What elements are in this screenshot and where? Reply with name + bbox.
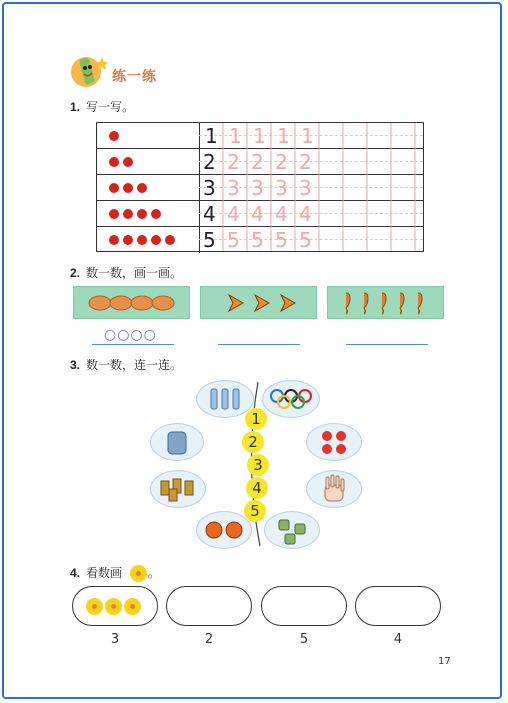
question-3 <box>70 356 182 373</box>
flowers-picture[interactable] <box>306 423 362 461</box>
bottle-icon <box>197 381 253 417</box>
red-flower-icon <box>307 424 361 460</box>
number-5[interactable]: 5 <box>244 500 266 522</box>
digit-trace: 2 <box>299 150 312 174</box>
olympic-rings-icon <box>263 381 319 417</box>
drawing-box-2[interactable] <box>166 586 252 626</box>
tracing-grid <box>96 122 424 252</box>
question-4-number: 4. <box>70 566 81 580</box>
fish-icon <box>201 287 316 318</box>
section-title: 练一练 <box>112 69 157 85</box>
fish-panel <box>200 286 317 319</box>
balls-picture[interactable] <box>196 511 252 549</box>
chairs-picture[interactable] <box>150 470 206 508</box>
drawing-box-3[interactable] <box>261 586 347 626</box>
shells-panel <box>73 286 190 319</box>
cups-picture[interactable] <box>264 511 320 549</box>
digit-sample: 4 <box>203 202 216 226</box>
flower-icon <box>86 598 103 615</box>
seahorse-panel <box>327 286 444 319</box>
flower-icon <box>124 598 141 615</box>
digit-trace: 1 <box>229 124 242 148</box>
cup-icon <box>265 512 319 548</box>
question-4: 4. 看数画 。 <box>70 566 160 580</box>
page-number: 17 <box>438 656 451 667</box>
drawing-box-1[interactable] <box>72 586 158 626</box>
digit-trace: 4 <box>251 202 264 226</box>
answer-line-1[interactable] <box>92 344 174 345</box>
flower-icon <box>105 598 122 615</box>
question-4-label: 看数画 <box>86 566 123 580</box>
count-label-4: 4 <box>393 632 403 647</box>
flowers-example <box>85 598 142 619</box>
count-label-1: 3 <box>110 632 120 647</box>
number-2[interactable]: 2 <box>242 431 264 453</box>
answer-example: ○○○○ <box>104 327 157 343</box>
digit-sample: 2 <box>203 150 216 174</box>
answer-line-3[interactable] <box>346 344 428 345</box>
number-3[interactable]: 3 <box>247 454 269 476</box>
number-1[interactable]: 1 <box>245 408 267 430</box>
digit-sample: 1 <box>205 124 218 148</box>
digit-sample: 3 <box>203 176 216 200</box>
flower-icon <box>130 565 147 582</box>
count-label-3: 5 <box>299 632 309 647</box>
basketball-icon <box>197 512 251 548</box>
digit-trace: 3 <box>251 176 264 200</box>
digit-trace: 4 <box>227 202 240 226</box>
seahorse-icon <box>328 287 443 318</box>
digit-trace: 3 <box>227 176 240 200</box>
olympic-rings-picture[interactable] <box>262 380 320 418</box>
digit-trace: 3 <box>299 176 312 200</box>
digit-trace: 4 <box>275 202 288 226</box>
question-2-number: 2. <box>70 266 81 280</box>
count-label-2: 2 <box>204 632 214 647</box>
digit-trace: 1 <box>253 124 266 148</box>
grid-lines <box>97 123 423 251</box>
digit-trace: 5 <box>251 228 264 252</box>
digit-trace: 5 <box>299 228 312 252</box>
digit-trace: 4 <box>299 202 312 226</box>
digit-sample: 5 <box>203 228 216 252</box>
digit-trace: 1 <box>277 124 290 148</box>
question-3-number: 3. <box>70 358 81 372</box>
backpack-picture[interactable] <box>150 423 204 461</box>
digit-trace: 2 <box>227 150 240 174</box>
digit-trace: 5 <box>227 228 240 252</box>
question-1 <box>70 98 134 115</box>
chair-icon <box>151 471 205 507</box>
digit-trace: 5 <box>275 228 288 252</box>
shell-icon <box>74 287 189 318</box>
answer-line-2[interactable] <box>218 344 300 345</box>
digit-trace: 1 <box>301 124 314 148</box>
digit-trace: 3 <box>275 176 288 200</box>
hand-icon <box>307 471 361 507</box>
backpack-icon <box>151 424 203 460</box>
question-1-label: 写一写。 <box>86 100 135 114</box>
bottles-picture[interactable] <box>196 380 254 418</box>
digit-trace: 2 <box>251 150 264 174</box>
digit-trace: 2 <box>275 150 288 174</box>
question-2-label: 数一数，画一画。 <box>86 266 183 280</box>
question-1-number: 1. <box>70 100 81 114</box>
question-3-label: 数一数，连一连。 <box>86 358 183 372</box>
hand-picture[interactable] <box>306 470 362 508</box>
drawing-box-4[interactable] <box>355 586 441 626</box>
number-4[interactable]: 4 <box>246 477 268 499</box>
question-2 <box>70 264 182 281</box>
